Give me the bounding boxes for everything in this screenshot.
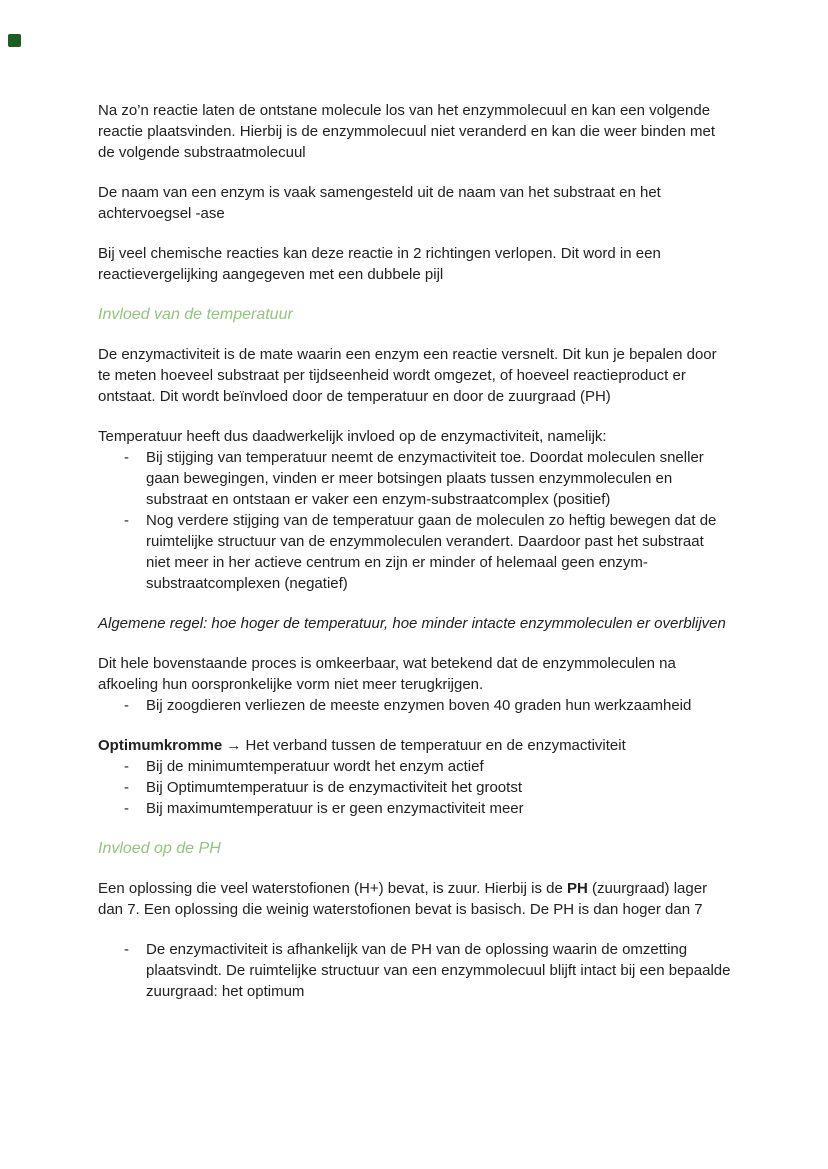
text-run: → Het verband tussen de temperatuur en de enzymactiviteit <box>222 737 626 754</box>
bullet-marker: - <box>124 779 129 796</box>
paragraph <box>98 100 731 163</box>
text-run: Bij Optimumtemperatuur is de enzymactiviteit het grootst <box>146 779 522 796</box>
text-run: Invloed van de temperatuur <box>98 306 293 323</box>
paragraph <box>98 243 731 285</box>
bullet-marker: - <box>124 758 129 775</box>
paragraph <box>98 426 731 447</box>
list-item <box>98 510 731 594</box>
list-item-text <box>146 512 716 592</box>
bullet-marker: - <box>124 800 129 817</box>
paragraph <box>98 653 731 695</box>
paragraph <box>98 613 731 634</box>
text-run: Invloed op de PH <box>98 840 221 857</box>
text-run: De naam van een enzym is vaak samengesteld uit de naam van het substraat en het achtervoegsel -ase <box>98 184 661 222</box>
text-run: Bij stijging van temperatuur neemt de enzymactiviteit toe. Doordat moleculen sneller gaan bewegingen, vinden er meer botsingen plaats tussen enzymmoleculen en substraat en ontstaan er vaker een enzym-substraatcomplex (positief) <box>146 449 704 508</box>
text-run: Na zo’n reactie laten de ontstane molecule los van het enzymmolecuul en kan een volgende reactie plaatsvinden. Hierbij is de enzymmolecuul niet veranderd en kan die weer binden met de volgende substraatmolecuul <box>98 102 716 161</box>
bullet-marker: - <box>124 512 129 529</box>
list-item-text <box>146 697 691 714</box>
bullet-list <box>98 756 731 819</box>
section-heading <box>98 838 731 859</box>
section-heading <box>98 304 731 325</box>
text-run: Bij zoogdieren verliezen de meeste enzymen boven 40 graden hun werkzaamheid <box>146 697 692 714</box>
text-run: De enzymactiviteit is afhankelijk van de PH van de oplossing waarin de omzetting plaatsvindt. De ruimtelijke structuur van een enzymmolecuul blijft intact bij een bepaalde zuurgraad: het optimum <box>146 941 731 1000</box>
text-run: Bij veel chemische reacties kan deze reactie in 2 richtingen verlopen. Dit word in een reactievergelijking aangegeven met een dubbele pijl <box>98 245 661 283</box>
text-run: Temperatuur heeft dus daadwerkelijk invloed op de enzymactiviteit, namelijk: <box>98 428 607 445</box>
list-item <box>98 756 731 777</box>
list-item <box>98 695 731 716</box>
list-item <box>98 447 731 510</box>
list-item-text <box>146 779 522 796</box>
text-run: Dit hele bovenstaande proces is omkeerbaar, wat betekend dat de enzymmoleculen na afkoeling hun oorspronkelijke vorm niet meer terugkrijgen. <box>98 655 676 693</box>
text-run: Een oplossing die veel waterstofionen (H+) bevat, is zuur. Hierbij is de <box>98 880 567 897</box>
bullet-marker: - <box>124 697 129 714</box>
text-run: (zuurgraad) lager dan 7. Een oplossing die weinig waterstofionen bevat is basisch. De PH is dan hoger dan 7 <box>98 880 708 918</box>
list-item-text <box>146 941 730 1000</box>
bullet-list <box>98 447 731 594</box>
text-run: PH <box>567 880 588 897</box>
app-logo-icon <box>8 34 21 47</box>
bullet-list <box>98 939 731 1002</box>
paragraph <box>98 878 731 920</box>
document-content <box>98 100 731 1002</box>
list-item <box>98 798 731 819</box>
paragraph <box>98 182 731 224</box>
text-run: Optimumkromme <box>98 737 223 754</box>
text-run: Bij de minimumtemperatuur wordt het enzym actief <box>146 758 484 775</box>
paragraph <box>98 344 731 407</box>
text-run: Bij maximumtemperatuur is er geen enzymactiviteit meer <box>146 800 524 817</box>
list-item-text <box>146 449 704 508</box>
text-run: Nog verdere stijging van de temperatuur gaan de moleculen zo heftig bewegen dat de ruimtelijke structuur van de enzymmoleculen verandert. Daardoor past het substraat niet meer in her actieve centrum en zijn er minder of helemaal geen enzym-substraatcomplexen (negatief) <box>146 512 717 592</box>
bullet-marker: - <box>124 941 129 958</box>
paragraph <box>98 735 731 756</box>
bullet-list <box>98 695 731 716</box>
list-item <box>98 939 731 1002</box>
list-item-text <box>146 758 484 775</box>
bullet-marker: - <box>124 449 129 466</box>
text-run: Algemene regel: hoe hoger de temperatuur, hoe minder intacte enzymmoleculen er overblijven <box>98 615 726 632</box>
list-item <box>98 777 731 798</box>
list-item-text <box>146 800 524 817</box>
text-run: De enzymactiviteit is de mate waarin een enzym een reactie versnelt. Dit kun je bepalen door te meten hoeveel substraat per tijdseenheid wordt omgezet, of hoeveel reactieproduct er ontstaat. Dit wordt beïnvloed door de temperatuur en door de zuurgraad (PH) <box>98 346 717 405</box>
